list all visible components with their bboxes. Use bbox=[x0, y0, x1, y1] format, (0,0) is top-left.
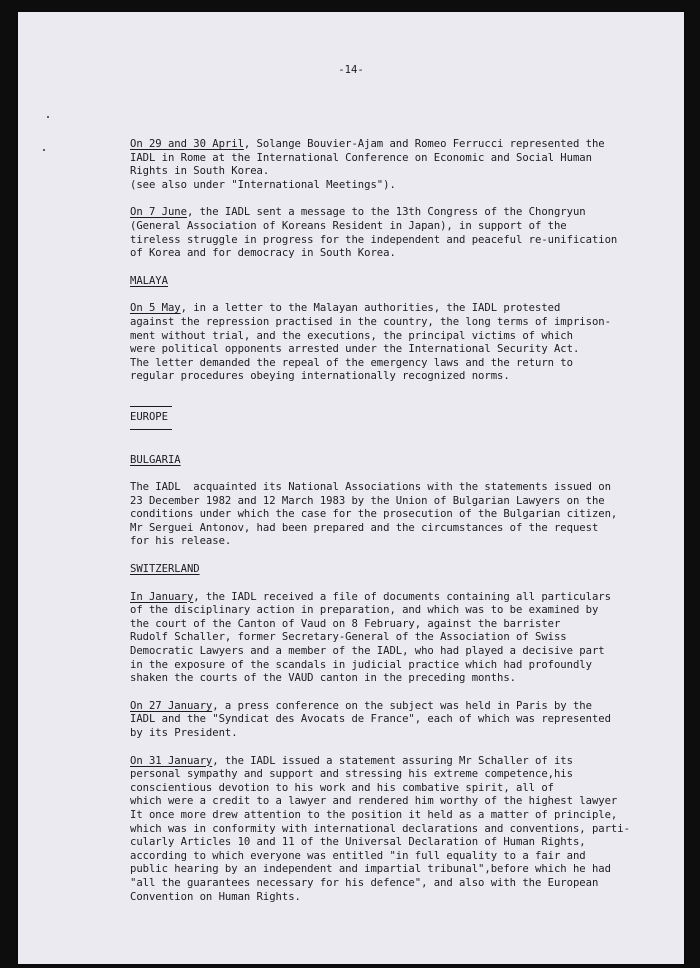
paragraph: On 7 June, the IADL sent a message to the 13th Congress of the Chongryun (General Association of Koreans Resident in Japan), in support of the tireless struggle in progress for the independent and peaceful re-unification of Korea and for democracy in South Korea. bbox=[130, 206, 618, 260]
date-lead: On 27 January bbox=[130, 699, 213, 712]
section-switzerland bbox=[130, 563, 650, 904]
divider-rule-bottom bbox=[130, 429, 172, 430]
date-lead: In January bbox=[130, 590, 194, 603]
page-number: -14- bbox=[338, 64, 364, 76]
paragraph: On 27 January, a press conference on the subject was held in Paris by the IADL and the "Syndicat des Avocats de France", each of which was represented by its President. bbox=[130, 699, 611, 739]
date-lead: On 31 January bbox=[130, 754, 213, 767]
region-divider bbox=[130, 406, 650, 430]
section-heading: BULGARIA bbox=[130, 453, 181, 466]
paragraph: On 29 and 30 April, Solange Bouvier-Ajam and Romeo Ferrucci represented the IADL in Rome at the International Conference on Economic and Social Human Rights in South Korea. (see also under "International Meetings"). bbox=[130, 138, 605, 191]
document-page bbox=[18, 12, 684, 964]
date-lead: On 5 May bbox=[130, 302, 181, 315]
date-lead: On 29 and 30 April bbox=[130, 138, 244, 150]
region-label: EUROPE bbox=[130, 410, 168, 423]
section-korea-continued bbox=[130, 138, 650, 261]
paragraph: On 31 January, the IADL issued a statement assuring Mr Schaller of its personal sympathy and support and stressing his extreme competence,his conscientious devotion to his work and his combative spirit, all of which were a credit to a lawyer and rendered him worthy of the highest lawyer It once more drew attention to the position it held as a matter of principle, which was in conformity with international declarations and conventions, parti- cularly Articles 10 and 11 of the Universal Declaration of Human Rights, according to which everyone was entitled "in full equality to a fair and public hearing by an independent and impartial tribunal",before which he had "all the guarantees necessary for his defence", and also with the European Convention on Human Rights. bbox=[130, 754, 630, 903]
date-lead: On 7 June bbox=[130, 206, 187, 219]
section-heading: SWITZERLAND bbox=[130, 563, 200, 576]
margin-mark bbox=[43, 149, 45, 151]
document-body bbox=[130, 138, 650, 918]
margin-mark bbox=[47, 116, 49, 118]
paragraph: On 5 May, in a letter to the Malayan authorities, the IADL protested against the repression practised in the country, the long terms of imprison- ment without trial, and the executions, the principal victims of which were political opponents arrested under the International Security Act. The letter demanded the repeal of the emergency laws and the return to regular procedures obeying internationally recognized norms. bbox=[130, 302, 611, 383]
paragraph: The IADL acquainted its National Associations with the statements issued on 23 December 1982 and 12 March 1983 by the Union of Bulgarian Lawyers on the conditions under which the case for the prosecution of the Bulgarian citizen, Mr Serguei Antonov, had been prepared and the circumstances of the request for his release. bbox=[130, 481, 618, 548]
divider-rule-top bbox=[130, 406, 172, 407]
paragraph: In January, the IADL received a file of documents containing all particulars of the disciplinary action in preparation, and which was to be examined by the court of the Canton of Vaud on 8 February, against the barrister Rudolf Schaller, former Secretary-General of the Association of Swiss Democratic Lawyers and a member of the IADL, who had played a decisive part in the exposure of the scandals in judicial practice which had profoundly shaken the courts of the VAUD canton in the preceding months. bbox=[130, 590, 611, 685]
section-bulgaria bbox=[130, 454, 650, 550]
section-heading: MALAYA bbox=[130, 274, 168, 287]
section-malaya bbox=[130, 275, 650, 384]
